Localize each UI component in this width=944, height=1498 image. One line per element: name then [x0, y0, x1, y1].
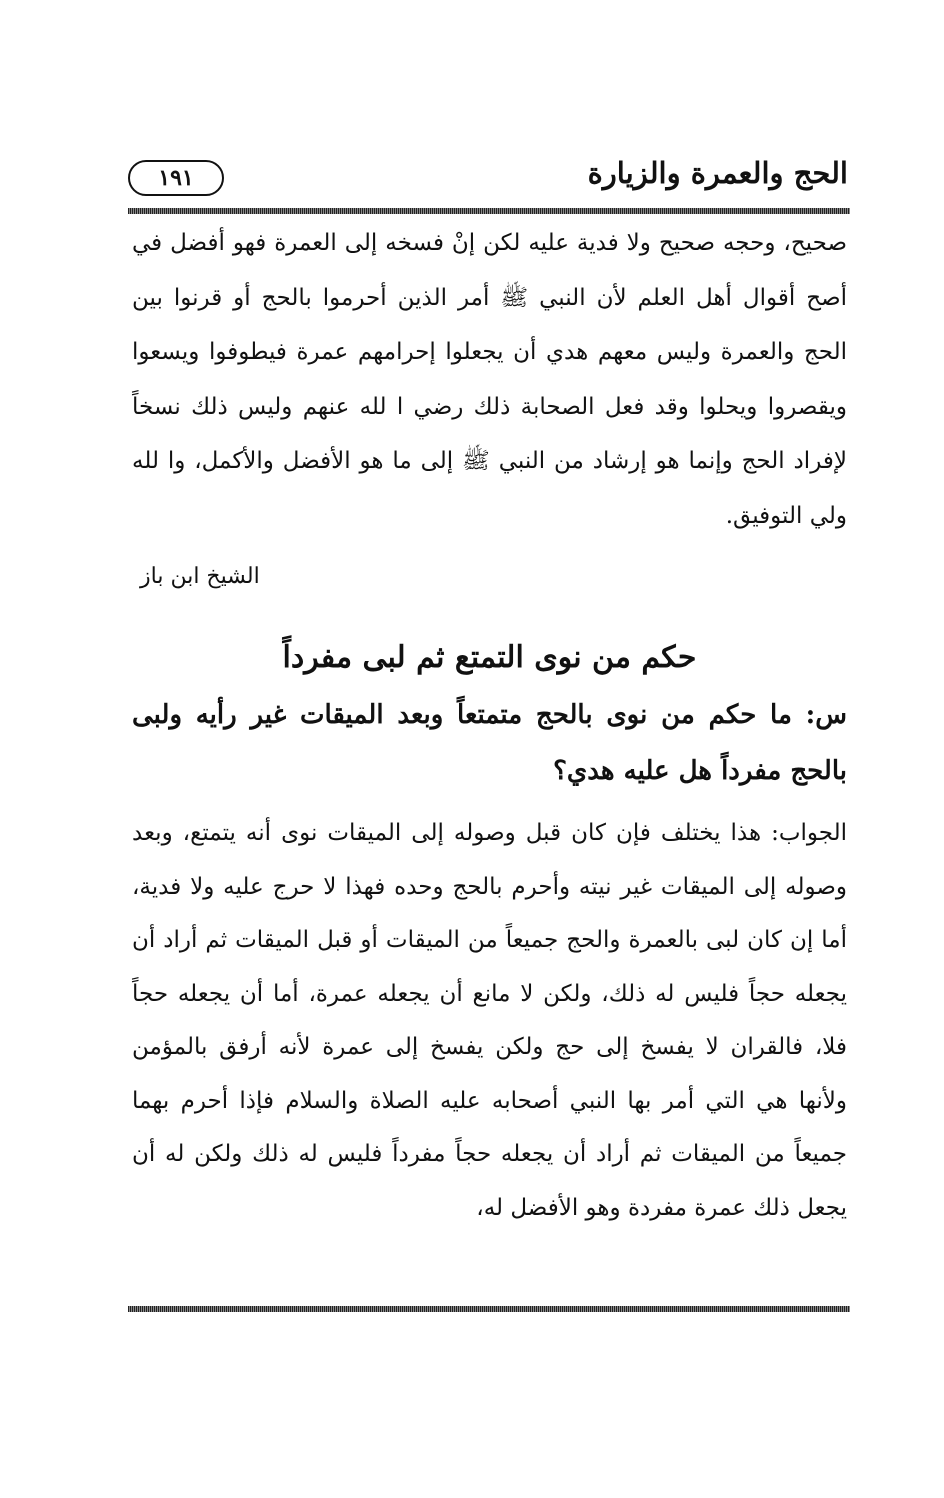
page-header [128, 150, 850, 206]
previous-answer-text: صحيح، وحجه صحيح ولا فدية عليه لكن إنْ فسخه إلى العمرة فهو أفضل في أصح أقوال أهل العلم لأن النبي ﷺ أمر الذين أحرموا بالحج أو قرنوا بين الحج والعمرة وليس معهم هدي أن يجعلوا إحرامهم عمرة فيطوفوا ويسعوا ويقصروا ويحلوا وقد فعل الصحابة ذلك رضي ا لله عنهم وليس ذلك نسخاً لإفراد الحج وإنما هو إرشاد من النبي ﷺ إلى ما هو الأفضل والأكمل، وا لله ولي التوفيق. [132, 230, 847, 529]
question-text: س: ما حكم من نوى بالحج متمتعاً وبعد الميقات غير رأيه ولبى بالحج مفرداً هل عليه هدي؟ [132, 700, 847, 786]
section-heading: حكم من نوى التمتع ثم لبى مفرداً [282, 640, 697, 675]
header-rule [128, 208, 850, 214]
footer-rule [128, 1306, 850, 1312]
page-body [132, 216, 847, 1235]
page-number: ١٩١ [128, 160, 224, 196]
answer-text: الجواب: هذا يختلف فإن كان قبل وصوله إلى الميقات نوى أنه يتمتع، وبعد وصوله إلى الميقات غير نيته وأحرم بالحج وحده فهذا لا حرج عليه ولا فدية، أما إن كان لبى بالعمرة والحج جميعاً من الميقات أو قبل الميقات ثم أراد أن يجعله حجاً فليس له ذلك، ولكن لا مانع أن يجعله عمرة، أما أن يجعله حجاً فلا، فالقران لا يفسخ إلى حج ولكن يفسخ إلى عمرة لأنه أرفق بالمؤمن ولأنها هي التي أمر بها النبي أصحابه عليه الصلاة والسلام فإذا أحرم بهما جميعاً من الميقات ثم أراد أن يجعله حجاً مفرداً فليس له ذلك ولكن له أن يجعل ذلك عمرة مفردة وهو الأفضل له، [132, 820, 847, 1221]
answer-signature: الشيخ ابن باز [140, 564, 260, 589]
running-title: الحج والعمرة والزيارة [587, 156, 848, 190]
